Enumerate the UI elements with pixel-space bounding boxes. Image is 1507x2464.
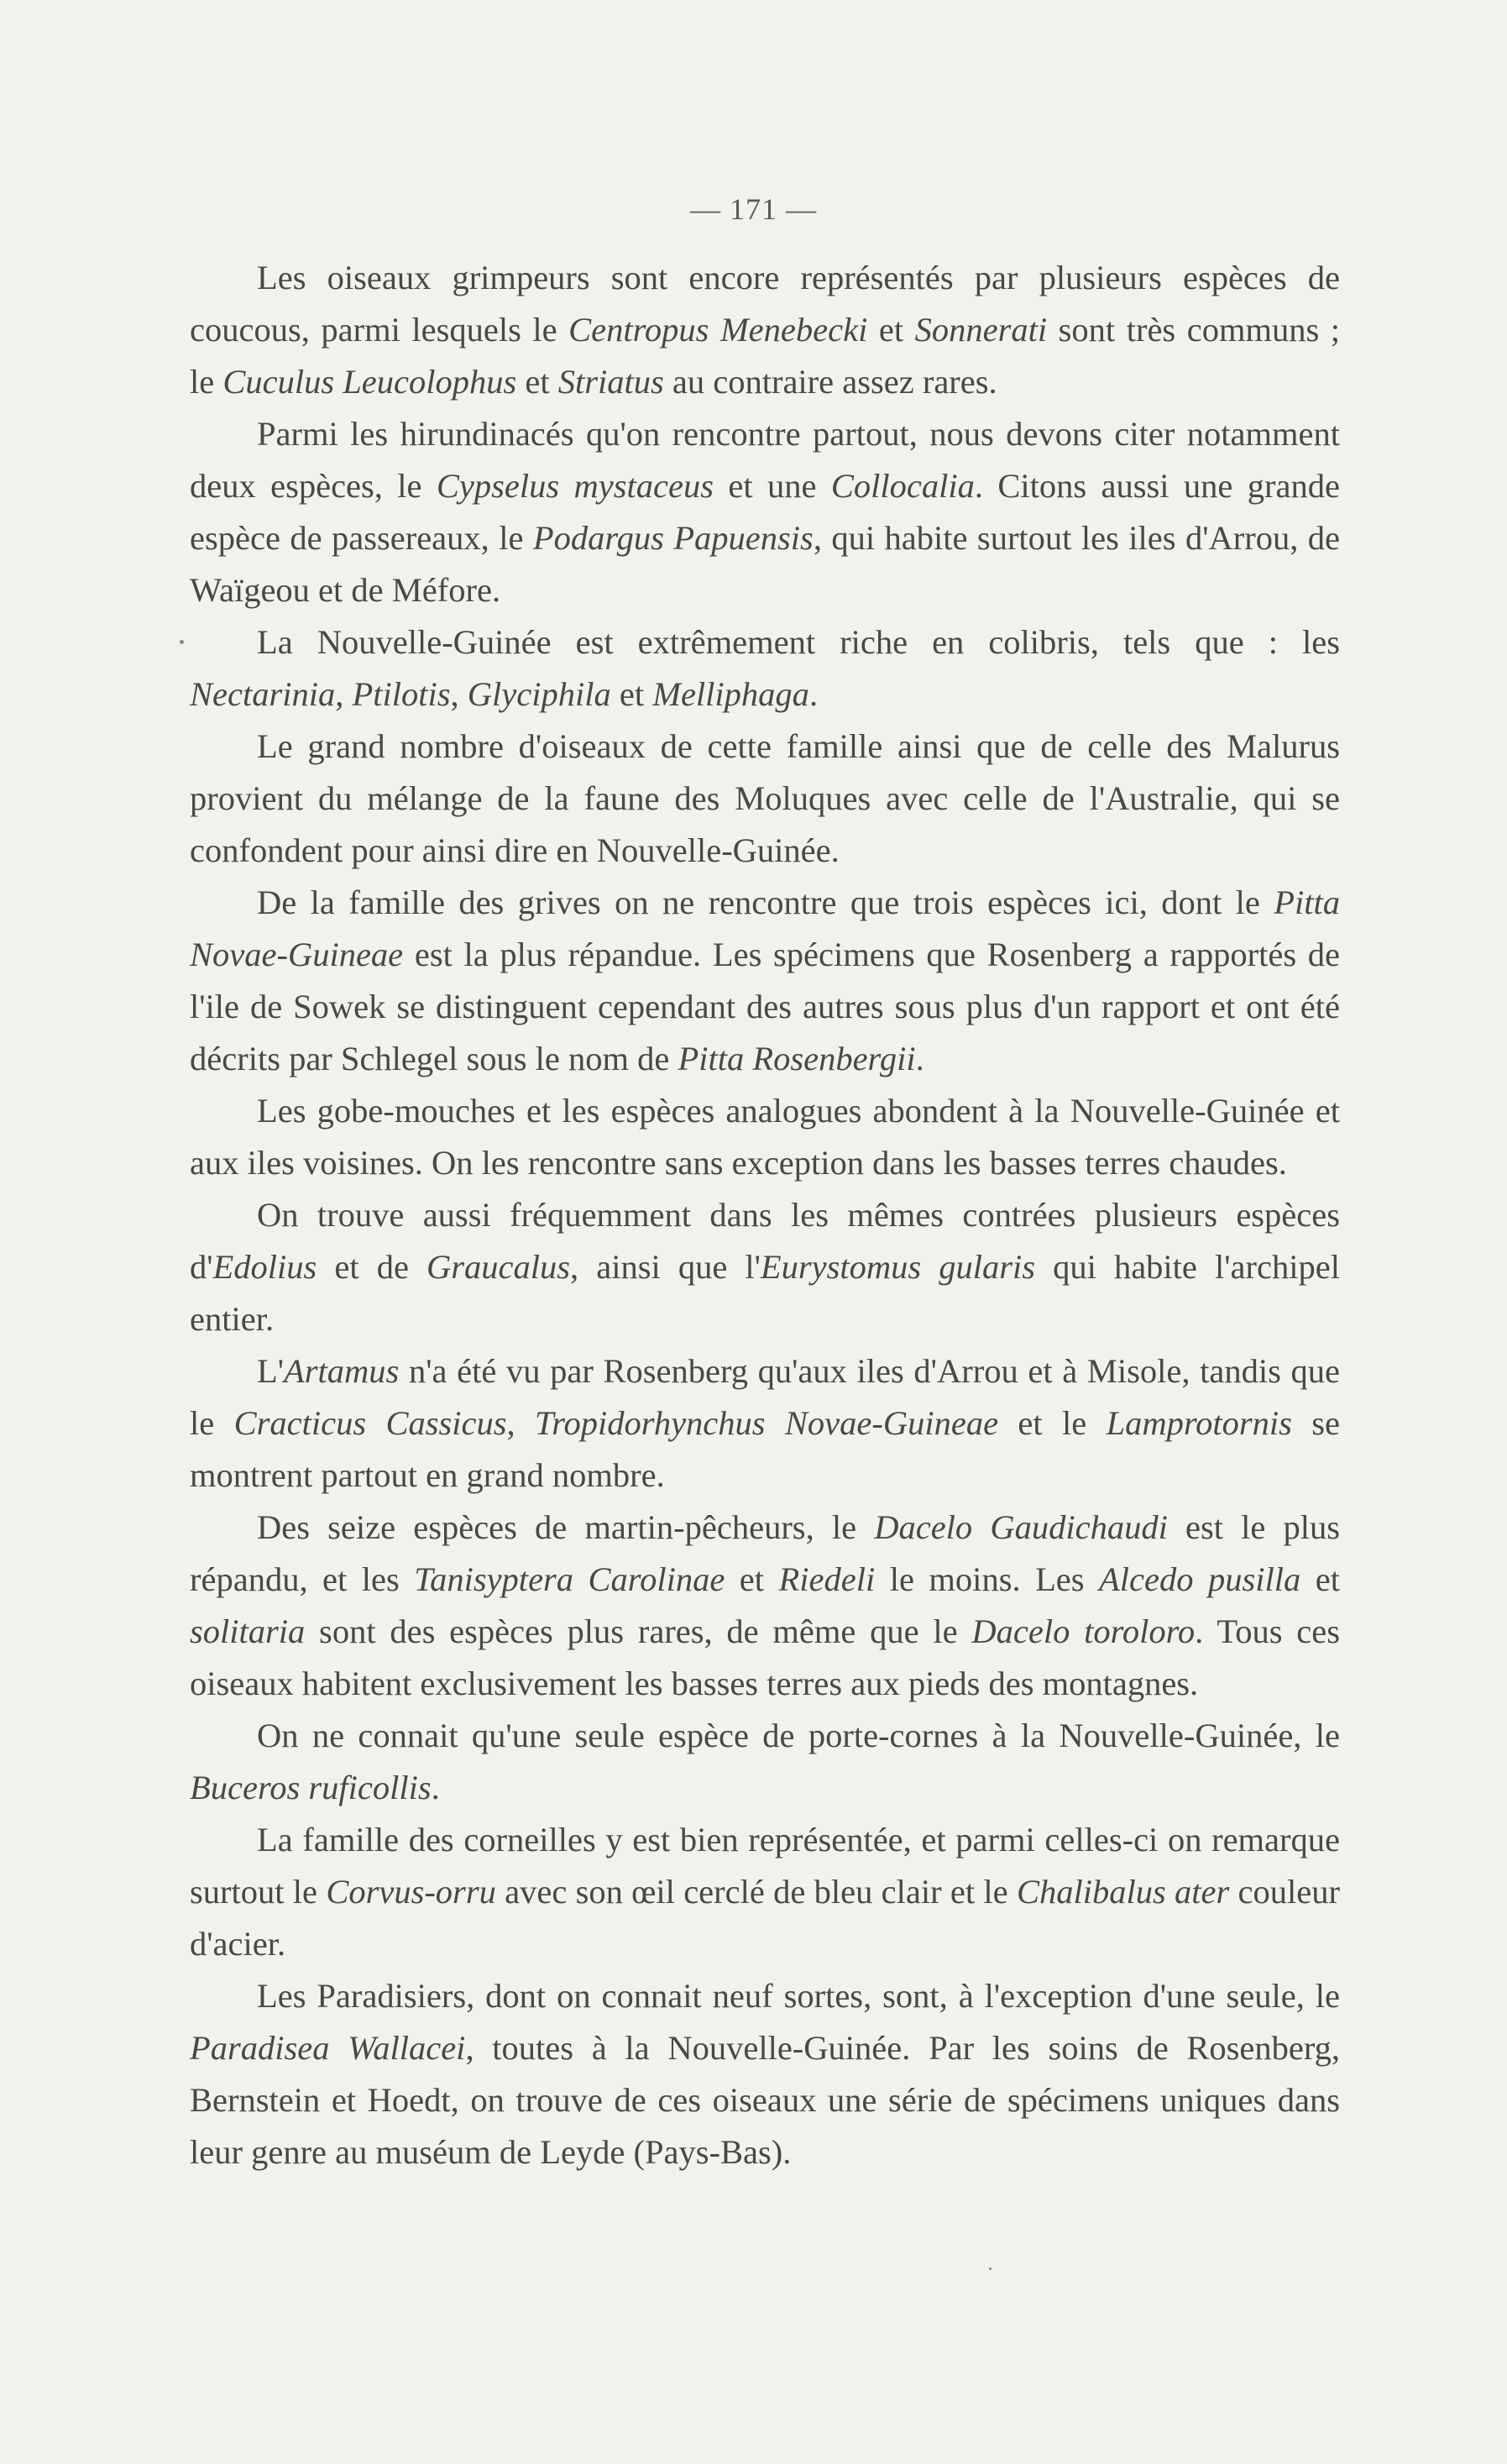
- text-run: et: [725, 1560, 779, 1598]
- text-run: se montrent partout en grand nombre.: [190, 1404, 1341, 1494]
- paragraph-edolius: [190, 1189, 1340, 1345]
- text-run: Les oiseaux grimpeurs sont encore représentés par plusieurs espèces de coucous, parmi lesquels le: [190, 259, 1340, 349]
- text-run: .: [808, 675, 819, 713]
- italic-text-run: Melliphaga: [652, 675, 809, 713]
- italic-text-run: Cuculus Leucolophus: [222, 363, 517, 401]
- italic-text-run: Buceros ruficollis: [190, 1769, 432, 1806]
- paragraph-corneilles: [190, 1814, 1340, 1970]
- paragraph-hirundinaces: [190, 408, 1340, 616]
- text-run: et: [516, 363, 558, 401]
- text-run: La Nouvelle-Guinée est extrêmement riche en colibris, tels que : les: [257, 623, 1340, 661]
- paragraph-malurus: [190, 721, 1340, 877]
- text-run: couleur d'acier.: [190, 1873, 1340, 1963]
- italic-text-run: Cracticus Cassicus: [233, 1404, 507, 1442]
- italic-text-run: Pitta Rosenbergii: [678, 1040, 916, 1077]
- text-run: n'a été vu par Rosenberg qu'aux iles d'Arrou et à Misole, tandis que le: [190, 1352, 1340, 1442]
- italic-text-run: Dacelo Gaudichaudi: [874, 1508, 1168, 1546]
- italic-text-run: Artamus: [284, 1352, 400, 1390]
- text-run: est le plus répandu, et les: [190, 1508, 1341, 1598]
- paragraph-gobe-mouches: [190, 1085, 1340, 1189]
- print-speck: [180, 640, 184, 644]
- text-run: .: [915, 1040, 924, 1077]
- italic-text-run: Eurystomus gularis: [760, 1248, 1036, 1286]
- text-run: sont des espèces plus rares, de même que le: [305, 1612, 972, 1650]
- italic-text-run: Graucalus: [426, 1248, 571, 1286]
- italic-text-run: Edolius: [212, 1248, 317, 1286]
- text-run: , ainsi que l': [570, 1248, 761, 1286]
- print-speck: [989, 2267, 992, 2270]
- italic-text-run: Tropidorhynchus Novae-Guineae: [534, 1404, 999, 1442]
- italic-text-run: Cypselus mystaceus: [436, 467, 714, 505]
- text-run: et le: [998, 1404, 1107, 1442]
- text-run: et de: [317, 1248, 427, 1286]
- text-run: au contraire assez rares.: [663, 363, 997, 401]
- italic-text-run: Podargus Papuensis: [532, 519, 814, 557]
- text-run: , qui habite surtout les iles d'Arrou, de Waïgeou et de Méfore.: [190, 519, 1341, 609]
- italic-text-run: Tanisyptera Carolinae: [414, 1560, 725, 1598]
- text-run: Les gobe-mouches et les espèces analogues abondent à la Nouvelle-Guinée et aux iles voisines. On les rencontre sans exception dans les basses terres chaudes.: [190, 1092, 1340, 1182]
- italic-text-run: Riedeli: [778, 1560, 876, 1598]
- italic-text-run: Striatus: [557, 363, 664, 401]
- paragraph-paradisiers: [190, 1970, 1340, 2178]
- text-run: et: [1300, 1560, 1340, 1598]
- text-run: De la famille des grives on ne rencontre que trois espèces ici, dont le: [257, 883, 1274, 921]
- text-run: Le grand nombre d'oiseaux de cette famille ainsi que de celle des Malurus provient du mélange de la faune des Moluques avec celle de l'Australie, qui se confondent pour ainsi dire en Nouvelle-Guinée.: [190, 727, 1340, 869]
- text-run: . Citons aussi une grande espèce de passereaux, le: [190, 467, 1340, 557]
- text-run: . Tous ces oiseaux habitent exclusivement les basses terres aux pieds des montagnes.: [190, 1612, 1340, 1702]
- text-run: On ne connait qu'une seule espèce de porte-cornes à la Nouvelle-Guinée, le: [257, 1717, 1340, 1754]
- italic-text-run: Dacelo toroloro: [971, 1612, 1196, 1650]
- text-run: La famille des corneilles y est bien représentée, et parmi celles-ci on remarque surtout le: [190, 1821, 1340, 1911]
- italic-text-run: solitaria: [190, 1612, 306, 1650]
- body-text: [190, 252, 1340, 2178]
- page-number: — 171 —: [690, 192, 817, 226]
- paragraph-martin-pecheurs: [190, 1502, 1340, 1710]
- italic-text-run: Collocalia: [830, 467, 975, 505]
- text-run: qui habite l'archipel entier.: [190, 1248, 1340, 1338]
- text-run: Les Paradisiers, dont on connait neuf sortes, sont, à l'exception d'une seule, le: [257, 1977, 1340, 2015]
- italic-text-run: Centropus Menebecki: [568, 311, 868, 349]
- paragraph-colibris: [190, 616, 1340, 721]
- text-run: L': [257, 1352, 285, 1390]
- text-run: , toutes à la Nouvelle-Guinée. Par les soins de Rosenberg, Bernstein et Hoedt, on trouve de ces oiseaux une série de spécimens uniques dans leur genre au muséum de Leyde (Pays-Bas).: [190, 2029, 1341, 2171]
- text-run: Des seize espèces de martin-pêcheurs, le: [257, 1508, 875, 1546]
- text-run: ,: [335, 675, 353, 713]
- paragraph-coucous: [190, 252, 1340, 408]
- italic-text-run: Pitta Novae-Guineae: [190, 883, 1340, 973]
- text-run: et une: [714, 467, 831, 505]
- text-run: est la plus répandue. Les spécimens que Rosenberg a rapportés de l'ile de Sowek se distinguent cependant des autres sous plus d'un rapport et ont été décrits par Schlegel sous le nom de: [190, 936, 1340, 1077]
- italic-text-run: Glyciphila: [467, 675, 611, 713]
- text-run: le moins. Les: [875, 1560, 1100, 1598]
- text-run: .: [431, 1769, 440, 1806]
- italic-text-run: Sonnerati: [914, 311, 1048, 349]
- text-run: sont très communs ; le: [190, 311, 1340, 401]
- italic-text-run: Ptilotis: [352, 675, 451, 713]
- text-run: et: [867, 311, 915, 349]
- text-run: ,: [450, 675, 468, 713]
- paragraph-porte-cornes: [190, 1710, 1340, 1814]
- italic-text-run: Paradisea Wallacei: [190, 2029, 466, 2067]
- text-run: Parmi les hirundinacés qu'on rencontre partout, nous devons citer notamment deux espèces, le: [190, 415, 1340, 505]
- text-run: ,: [506, 1404, 535, 1442]
- text-run: On trouve aussi fréquemment dans les mêmes contrées plusieurs espèces d': [190, 1196, 1340, 1286]
- paragraph-grives: [190, 877, 1340, 1085]
- italic-text-run: Nectarinia: [190, 675, 336, 713]
- text-run: avec son œil cerclé de bleu clair et le: [495, 1873, 1017, 1911]
- text-run: et: [610, 675, 653, 713]
- italic-text-run: Alcedo pusilla: [1099, 1560, 1301, 1598]
- italic-text-run: Chalibalus ater: [1016, 1873, 1230, 1911]
- italic-text-run: Corvus-orru: [326, 1873, 496, 1911]
- italic-text-run: Lamprotornis: [1106, 1404, 1292, 1442]
- paragraph-artamus: [190, 1345, 1340, 1502]
